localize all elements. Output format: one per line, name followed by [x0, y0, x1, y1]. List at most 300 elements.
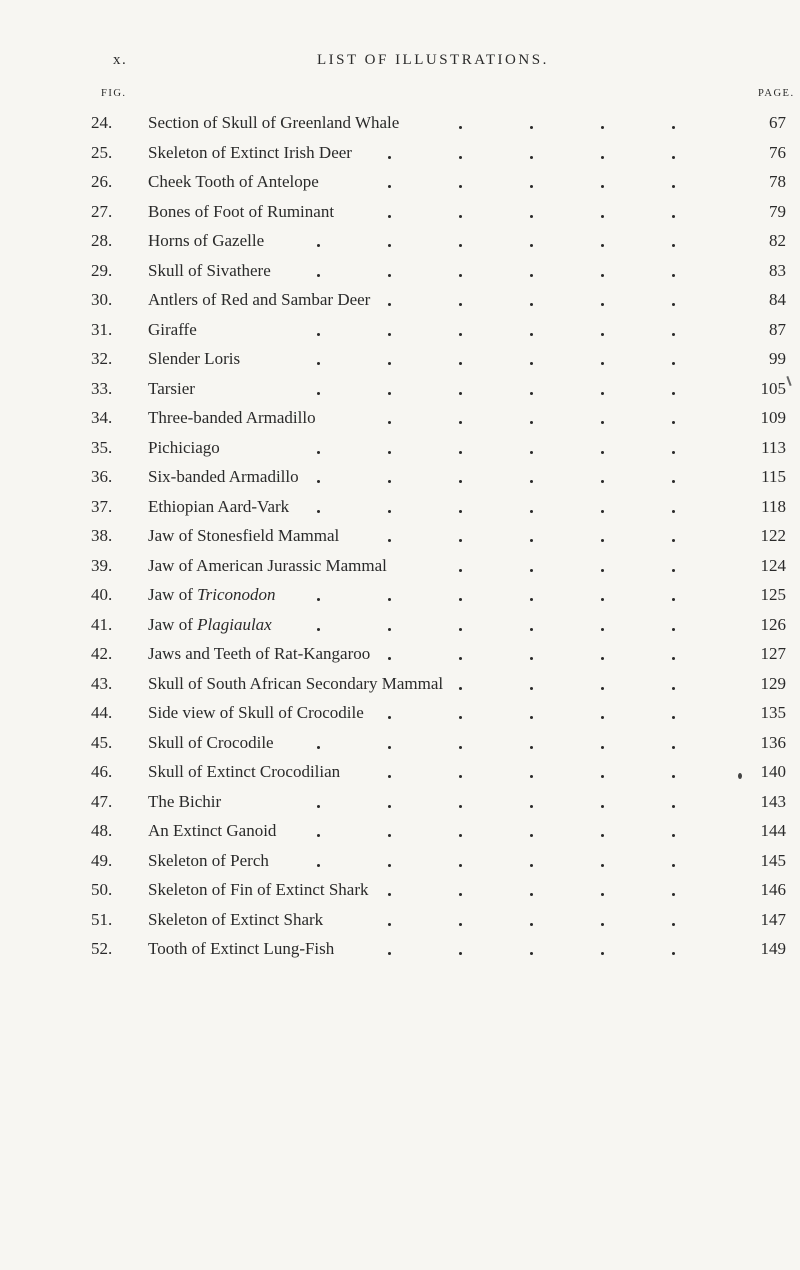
leader-dot	[672, 805, 675, 808]
leader-dot	[672, 598, 675, 601]
leader-dot	[601, 775, 604, 778]
leader-dot	[388, 539, 391, 542]
figure-number: 50.	[91, 880, 113, 899]
leader-dot	[601, 215, 604, 218]
list-item	[0, 433, 800, 463]
leader-dot	[317, 244, 320, 247]
figure-title: Horns of Gazelle	[148, 231, 265, 250]
leader-dot	[601, 746, 604, 749]
leader-dot	[530, 451, 533, 454]
leader-dot	[601, 451, 604, 454]
list-item	[0, 934, 800, 964]
leader-dot	[601, 244, 604, 247]
leader-dot	[459, 805, 462, 808]
leader-dot	[672, 274, 675, 277]
leader-dot	[388, 392, 391, 395]
figure-number: 42.	[91, 644, 113, 663]
figure-number: 31.	[91, 319, 113, 339]
leader-dot	[601, 480, 604, 483]
dot-leaders	[0, 816, 740, 846]
leader-dot	[388, 303, 391, 306]
leader-dot	[530, 923, 533, 926]
figure-title-italic: Plagiaulax	[197, 614, 272, 634]
leader-dot	[459, 392, 462, 395]
figure-number: 24.	[91, 113, 113, 132]
running-head	[0, 52, 800, 76]
leader-dot	[459, 716, 462, 719]
leader-dot	[530, 126, 533, 129]
leader-dot	[317, 362, 320, 365]
list-item	[0, 285, 800, 315]
list-item	[0, 875, 800, 905]
dot-leaders	[0, 610, 740, 640]
figure-number: 35.	[91, 437, 113, 457]
leader-dot	[672, 303, 675, 306]
leader-dot	[388, 215, 391, 218]
figure-title-prefix: Jaw of	[148, 614, 198, 634]
leader-dot	[601, 687, 604, 690]
figure-number: 49.	[91, 850, 113, 870]
page-reference: 84	[769, 290, 786, 309]
figure-number: 30.	[91, 290, 113, 309]
leader-dot	[317, 480, 320, 483]
dot-leaders	[0, 639, 740, 669]
leader-dot	[530, 156, 533, 159]
leader-dot	[530, 598, 533, 601]
list-item	[0, 167, 800, 197]
dot-leaders	[0, 521, 740, 551]
leader-dot	[530, 274, 533, 277]
leader-dot	[601, 274, 604, 277]
figure-title: Antlers of Red and Sambar Deer	[148, 290, 371, 309]
leader-dot	[601, 628, 604, 631]
dot-leaders	[0, 787, 740, 817]
dot-leaders	[0, 344, 740, 374]
page-reference: 76	[769, 142, 786, 162]
leader-dot	[672, 834, 675, 837]
leader-dot	[388, 274, 391, 277]
dot-leaders	[0, 669, 740, 699]
figure-number: 52.	[91, 939, 113, 958]
page-reference: 122	[760, 526, 786, 545]
list-item	[0, 757, 800, 787]
leader-dot	[388, 333, 391, 336]
leader-dot	[459, 421, 462, 424]
page-reference: 136	[760, 732, 786, 752]
leader-dot	[459, 303, 462, 306]
leader-dot	[459, 569, 462, 572]
dot-leaders	[0, 256, 740, 286]
dot-leaders	[0, 757, 740, 787]
page-reference: 87	[769, 319, 786, 339]
page-reference: 109	[760, 408, 786, 427]
figure-title: Skull of Crocodile	[148, 732, 274, 752]
leader-dot	[530, 952, 533, 955]
leader-dot	[459, 687, 462, 690]
leader-dot	[388, 451, 391, 454]
leader-dot	[672, 923, 675, 926]
leader-dot	[672, 687, 675, 690]
figure-number: 41.	[91, 614, 113, 634]
leader-dot	[388, 746, 391, 749]
leader-dot	[530, 539, 533, 542]
list-item	[0, 698, 800, 728]
figure-number: 29.	[91, 260, 113, 280]
leader-dot	[388, 510, 391, 513]
dot-leaders	[0, 905, 740, 935]
list-item	[0, 374, 800, 404]
page-reference: 105	[760, 378, 786, 398]
leader-dot	[601, 893, 604, 896]
list-item	[0, 610, 800, 640]
leader-dot	[530, 215, 533, 218]
leader-dot	[530, 864, 533, 867]
page-reference: 67	[769, 113, 786, 132]
leader-dot	[530, 628, 533, 631]
figure-number: 48.	[91, 821, 113, 840]
leader-dot	[672, 421, 675, 424]
figure-number: 45.	[91, 732, 113, 752]
figure-number: 38.	[91, 526, 113, 545]
list-item	[0, 462, 800, 492]
leader-dot	[601, 952, 604, 955]
leader-dot	[672, 126, 675, 129]
leader-dot	[459, 775, 462, 778]
figure-title: Pichiciago	[148, 437, 220, 457]
leader-dot	[459, 156, 462, 159]
page-reference: 115	[761, 467, 786, 486]
leader-dot	[530, 510, 533, 513]
dot-leaders	[0, 875, 740, 905]
leader-dot	[672, 657, 675, 660]
leader-dot	[672, 333, 675, 336]
leader-dot	[459, 834, 462, 837]
page-reference: 144	[760, 821, 786, 840]
leader-dot	[459, 451, 462, 454]
fig-column-header: FIG.	[101, 88, 127, 99]
dot-leaders	[0, 374, 740, 404]
figure-title: Slender Loris	[148, 349, 241, 368]
list-item	[0, 315, 800, 345]
leader-dot	[317, 805, 320, 808]
leader-dot	[388, 716, 391, 719]
figure-title: Bones of Foot of Ruminant	[148, 201, 335, 221]
dot-leaders	[0, 167, 740, 197]
leader-dot	[672, 864, 675, 867]
dot-leaders	[0, 433, 740, 463]
leader-dot	[459, 864, 462, 867]
list-item	[0, 728, 800, 758]
leader-dot	[317, 333, 320, 336]
leader-dot	[317, 598, 320, 601]
leader-dot	[530, 775, 533, 778]
page-reference: 82	[769, 231, 786, 250]
leader-dot	[317, 628, 320, 631]
leader-dot	[672, 952, 675, 955]
leader-dot	[672, 775, 675, 778]
leader-dot	[530, 244, 533, 247]
leader-dot	[672, 539, 675, 542]
page-reference: 118	[761, 496, 786, 516]
leader-dot	[601, 834, 604, 837]
page-reference: 127	[760, 644, 786, 663]
leader-dot	[672, 185, 675, 188]
figure-number: 39.	[91, 555, 113, 575]
leader-dot	[672, 746, 675, 749]
figure-title-italic: Triconodon	[197, 585, 276, 604]
leader-dot	[672, 716, 675, 719]
figure-title: Section of Skull of Greenland Whale	[148, 113, 400, 132]
leader-dot	[672, 451, 675, 454]
figure-title: Skeleton of Extinct Shark	[148, 909, 324, 929]
page-reference: 113	[761, 437, 786, 457]
dot-leaders	[0, 698, 740, 728]
leader-dot	[601, 333, 604, 336]
list-item	[0, 138, 800, 168]
figure-title: Skeleton of Fin of Extinct Shark	[148, 880, 369, 899]
illustrations-list	[0, 108, 800, 964]
leader-dot	[672, 893, 675, 896]
leader-dot	[601, 126, 604, 129]
list-item	[0, 787, 800, 817]
dot-leaders	[0, 197, 740, 227]
leader-dot	[530, 657, 533, 660]
page-reference: 79	[769, 201, 786, 221]
leader-dot	[672, 215, 675, 218]
figure-title: Skeleton of Extinct Irish Deer	[148, 142, 352, 162]
figure-number: 34.	[91, 408, 113, 427]
page-reference: 78	[769, 172, 786, 191]
figure-number: 28.	[91, 231, 113, 250]
leader-dot	[459, 362, 462, 365]
figure-number: 43.	[91, 673, 113, 693]
leader-dot	[530, 303, 533, 306]
leader-dot	[317, 510, 320, 513]
leader-dot	[317, 392, 320, 395]
figure-title: Skeleton of Perch	[148, 850, 269, 870]
page-reference: 145	[760, 850, 786, 870]
leader-dot	[388, 834, 391, 837]
column-headers	[0, 88, 800, 108]
figure-title: Giraffe	[148, 319, 197, 339]
dot-leaders	[0, 551, 740, 581]
leader-dot	[530, 185, 533, 188]
page-reference: 125	[760, 585, 786, 604]
figure-number: 25.	[91, 142, 113, 162]
leader-dot	[601, 598, 604, 601]
dot-leaders	[0, 108, 740, 138]
figure-number: 46.	[91, 762, 113, 781]
list-item	[0, 492, 800, 522]
leader-dot	[530, 421, 533, 424]
leader-dot	[672, 569, 675, 572]
figure-number: 37.	[91, 496, 113, 516]
leader-dot	[530, 392, 533, 395]
figure-title: Three-banded Armadillo	[148, 408, 316, 427]
figure-title: Jaws and Teeth of Rat-Kangaroo	[148, 644, 371, 663]
dot-leaders	[0, 285, 740, 315]
page-reference: 147	[760, 909, 786, 929]
leader-dot	[459, 893, 462, 896]
list-item	[0, 226, 800, 256]
leader-dot	[459, 480, 462, 483]
leader-dot	[672, 628, 675, 631]
leader-dot	[530, 687, 533, 690]
list-item	[0, 639, 800, 669]
leader-dot	[459, 952, 462, 955]
dot-leaders	[0, 580, 740, 610]
leader-dot	[317, 451, 320, 454]
leader-dot	[530, 805, 533, 808]
list-item	[0, 521, 800, 551]
leader-dot	[601, 805, 604, 808]
leader-dot	[388, 923, 391, 926]
figure-number: 26.	[91, 172, 113, 191]
page-number: x.	[113, 52, 128, 68]
leader-dot	[459, 746, 462, 749]
page-reference: 140	[760, 762, 786, 781]
leader-dot	[459, 598, 462, 601]
figure-number: 32.	[91, 349, 113, 368]
leader-dot	[459, 539, 462, 542]
list-item	[0, 344, 800, 374]
leader-dot	[459, 185, 462, 188]
list-item	[0, 197, 800, 227]
leader-dot	[601, 362, 604, 365]
page-reference: 129	[760, 673, 786, 693]
leader-dot	[388, 421, 391, 424]
leader-dot	[601, 539, 604, 542]
leader-dot	[459, 244, 462, 247]
leader-dot	[388, 893, 391, 896]
list-item	[0, 256, 800, 286]
dot-leaders	[0, 403, 740, 433]
leader-dot	[530, 716, 533, 719]
leader-dot	[459, 923, 462, 926]
leader-dot	[530, 834, 533, 837]
running-title: LIST OF ILLUSTRATIONS.	[317, 52, 549, 68]
leader-dot	[530, 893, 533, 896]
leader-dot	[388, 628, 391, 631]
figure-title: Skull of Extinct Crocodilian	[148, 762, 341, 781]
figure-title: An Extinct Ganoid	[148, 821, 277, 840]
leader-dot	[672, 480, 675, 483]
leader-dot	[530, 333, 533, 336]
dot-leaders	[0, 934, 740, 964]
figure-title: Jaw of Stonesfield Mammal	[148, 526, 340, 545]
leader-dot	[530, 746, 533, 749]
leader-dot	[388, 864, 391, 867]
list-item	[0, 816, 800, 846]
dot-leaders	[0, 846, 740, 876]
list-item	[0, 846, 800, 876]
dot-leaders	[0, 462, 740, 492]
figure-number: 44.	[91, 703, 113, 722]
leader-dot	[388, 805, 391, 808]
page-reference: 124	[760, 555, 786, 575]
leader-dot	[459, 628, 462, 631]
leader-dot	[530, 480, 533, 483]
leader-dot	[459, 657, 462, 660]
leader-dot	[601, 716, 604, 719]
leader-dot	[388, 657, 391, 660]
leader-dot	[388, 185, 391, 188]
leader-dot	[388, 244, 391, 247]
leader-dot	[317, 864, 320, 867]
leader-dot	[601, 185, 604, 188]
leader-dot	[601, 392, 604, 395]
figure-number: 36.	[91, 467, 113, 486]
leader-dot	[672, 392, 675, 395]
dot-leaders	[0, 315, 740, 345]
leader-dot	[601, 569, 604, 572]
dot-leaders	[0, 138, 740, 168]
figure-title: Ethiopian Aard-Vark	[148, 496, 290, 516]
figure-title: Cheek Tooth of Antelope	[148, 172, 319, 191]
figure-title: Tooth of Extinct Lung-Fish	[148, 939, 335, 958]
leader-dot	[672, 362, 675, 365]
leader-dot	[388, 952, 391, 955]
leader-dot	[459, 510, 462, 513]
page-reference: 99	[769, 349, 786, 368]
figure-title: Side view of Skull of Crocodile	[148, 703, 364, 722]
figure-number: 27.	[91, 201, 113, 221]
page-reference: 143	[760, 791, 786, 811]
leader-dot	[317, 746, 320, 749]
list-item	[0, 108, 800, 138]
leader-dot	[672, 510, 675, 513]
figure-number: 51.	[91, 909, 113, 929]
leader-dot	[672, 244, 675, 247]
page-reference: 83	[769, 260, 786, 280]
list-item	[0, 403, 800, 433]
leader-dot	[317, 834, 320, 837]
figure-title: Tarsier	[148, 378, 195, 398]
leader-dot	[388, 362, 391, 365]
figure-title: Skull of Sivathere	[148, 260, 271, 280]
leader-dot	[601, 923, 604, 926]
leader-dot	[601, 657, 604, 660]
leader-dot	[601, 864, 604, 867]
page-reference: 126	[760, 614, 786, 634]
leader-dot	[388, 775, 391, 778]
leader-dot	[388, 480, 391, 483]
leader-dot	[388, 156, 391, 159]
figure-number: 47.	[91, 791, 113, 811]
list-item	[0, 551, 800, 581]
list-item	[0, 905, 800, 935]
list-item	[0, 580, 800, 610]
leader-dot	[672, 156, 675, 159]
dot-leaders	[0, 492, 740, 522]
leader-dot	[317, 274, 320, 277]
leader-dot	[530, 362, 533, 365]
page-reference: 135	[760, 703, 786, 722]
page-column-header: PAGE.	[758, 88, 795, 99]
figure-title: Six-banded Armadillo	[148, 467, 299, 486]
figure-number: 40.	[91, 585, 113, 604]
leader-dot	[459, 274, 462, 277]
leader-dot	[530, 569, 533, 572]
leader-dot	[601, 421, 604, 424]
page-reference: 146	[760, 880, 786, 899]
dot-leaders	[0, 728, 740, 758]
figure-number: 33.	[91, 378, 113, 398]
leader-dot	[388, 598, 391, 601]
leader-dot	[459, 215, 462, 218]
leader-dot	[601, 156, 604, 159]
figure-title: Skull of South African Secondary Mammal	[148, 673, 444, 693]
